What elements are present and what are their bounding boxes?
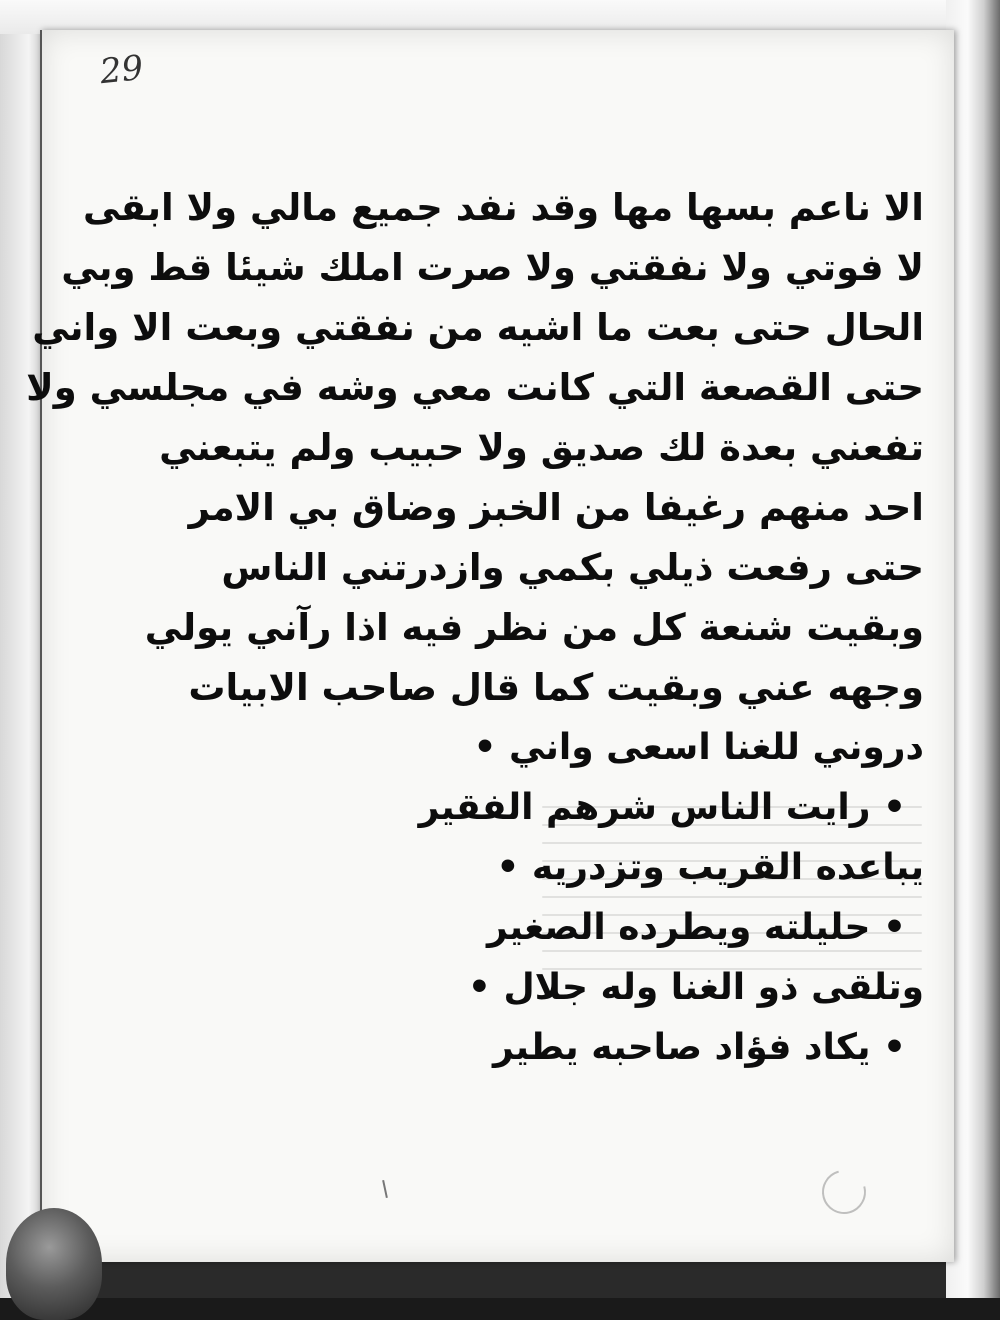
photographer-thumb: [6, 1208, 102, 1320]
text-line: احد منهم رغيفا من الخبز وضاق بي الامر: [188, 486, 924, 529]
folio-number: 29: [98, 47, 146, 93]
verse-line: • يكاد فؤاد صاحبه يطير: [493, 1027, 906, 1068]
text-line: حتى القصعة التي كانت معي وشه في مجلسي ولا: [26, 366, 924, 409]
verse-line: دروني للغنا اسعى واني •: [473, 727, 924, 768]
top-page-edge: [0, 0, 1000, 34]
text-line: وجهه عني وبقيت كما قال صاحب الابيات: [188, 666, 924, 709]
text-line: تفعني بعدة لك صديق ولا حبيب ولم يتبعني: [159, 426, 924, 469]
text-line: لا فوتي ولا نفقتي ولا صرت املك شيئا قط وبي: [61, 246, 924, 289]
pencil-mark: [814, 1162, 874, 1222]
manuscript-text: [26, 178, 924, 1078]
verse-line: يباعده القريب وتزدريه •: [496, 847, 924, 888]
verse-line: • رايت الناس شرهم الفقير: [418, 787, 906, 828]
text-line: وبقيت شنعة كل من نظر فيه اذا رآني يولي: [144, 606, 924, 649]
pen-tick-mark: [382, 1180, 388, 1198]
text-line: حتى رفعت ذيلي بكمي وازدرتني الناس: [221, 546, 924, 589]
verse-line: • حليلته ويطرده الصغير: [487, 907, 906, 948]
manuscript-page: [26, 30, 954, 1262]
text-line: الحال حتى بعت ما اشيه من نفقتي وبعت الا واني: [32, 306, 924, 349]
text-line: الا ناعم بسها مها وقد نفد جميع مالي ولا ابقى: [83, 186, 924, 229]
verse-line: وتلقى ذو الغنا وله جلال •: [467, 967, 924, 1008]
binding-edge: [946, 0, 1000, 1298]
